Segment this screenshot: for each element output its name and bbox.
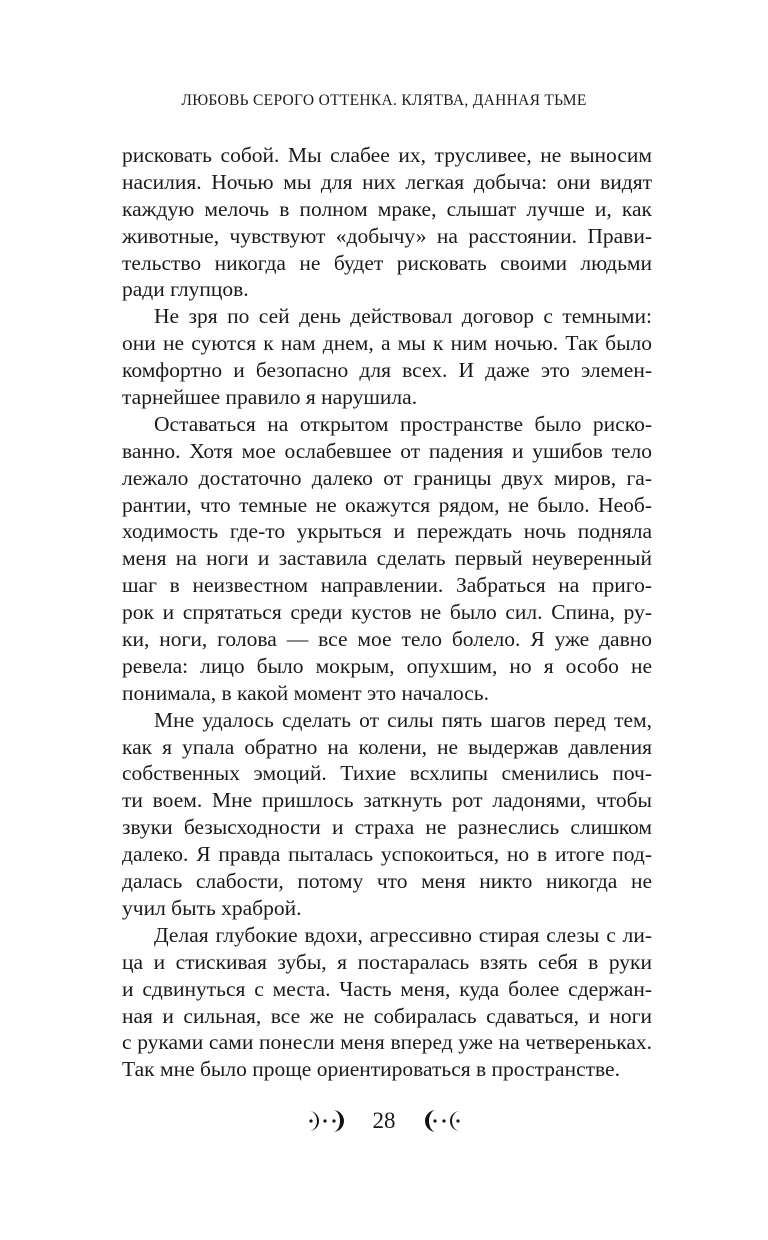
text-line: они не суются к нам днем, а мы к ним ночью. Так было — [122, 331, 652, 356]
text-line: каждую мелочь в полном мраке, слышат лучше и, как — [122, 196, 652, 221]
page-body-text — [122, 142, 652, 1083]
text-line: ради глупцов. — [122, 277, 249, 302]
text-line: Не зря по сей день действовал договор с темными: — [154, 304, 652, 329]
text-line: комфортно и безопасно для всех. И даже это элемен- — [122, 358, 652, 383]
text-line: и сдвинуться с места. Часть меня, куда более сдержан- — [122, 976, 652, 1001]
text-line: Оставаться на открытом пространстве было риско- — [154, 411, 652, 436]
text-line: ванно. Хотя мое ослабевшее от падения и ушибов тело — [122, 438, 652, 463]
text-line: ки, ноги, голова — все мое тело болело. Я уже давно — [122, 627, 652, 652]
text-line: рок и спрятаться среди кустов не было сил. Спина, ру- — [122, 600, 652, 625]
text-line: учил быть храброй. — [122, 895, 302, 920]
page-number: 28 — [372, 1108, 396, 1133]
text-line: животные, чувствуют «добычу» на расстоянии. Прави- — [122, 223, 652, 248]
text-line: Делая глубокие вдохи, агрессивно стирая слезы с ли- — [154, 922, 652, 947]
text-line: меня на ноги и заставила сделать первый неуверенный — [122, 546, 652, 571]
text-line: рантии, что темные не окажутся рядом, не было. Необ- — [122, 492, 652, 517]
text-line: ходимость где-то укрыться и переждать ночь подняла — [122, 519, 652, 544]
text-line: Так мне было проще ориентироваться в пространстве. — [122, 1057, 620, 1082]
text-line: насилия. Ночью мы для них легкая добыча: они видят — [122, 169, 652, 194]
running-header: ЛЮБОВЬ СЕРОГО ОТТЕНКА. КЛЯТВА, ДАННАЯ ТЬМЕ — [181, 92, 587, 109]
text-line: далеко. Я правда пыталась успокоиться, но в итоге под- — [122, 842, 652, 867]
text-line: собственных эмоций. Тихие всхлипы сменились поч- — [122, 761, 652, 786]
text-line: звуки безысходности и страха не разнеслись слишком — [122, 815, 652, 840]
text-line: с руками сами понесли меня вперед уже на четвереньках. — [122, 1030, 652, 1055]
text-line: как я упала обратно на колени, не выдержав давления — [122, 734, 652, 759]
text-line: тельство никогда не будет рисковать своими людьми — [122, 250, 652, 275]
page-footer — [0, 1108, 768, 1134]
text-line: ца и стискивая зубы, я постаралась взять себя в руки — [122, 949, 652, 974]
text-line: ревела: лицо было мокрым, опухшим, но я особо не — [122, 653, 652, 678]
text-line: лежало достаточно далеко от границы двух миров, га- — [122, 465, 652, 490]
text-line: тарнейшее правило я нарушила. — [122, 385, 418, 410]
text-line: понимала, в какой момент это началось. — [122, 680, 489, 705]
text-line: ная и сильная, все же не собиралась сдаваться, и ноги — [122, 1003, 652, 1028]
text-line: рисковать собой. Мы слабее их, трусливее, не выносим — [122, 143, 652, 167]
moon-ornament-left-icon — [305, 1108, 351, 1134]
text-line: ти воем. Мне пришлось заткнуть рот ладонями, чтобы — [122, 788, 652, 813]
moon-ornament-right-icon — [418, 1108, 464, 1134]
text-line: далась слабости, потому что меня никто никогда не — [122, 869, 652, 894]
text-line: Мне удалось сделать от силы пять шагов перед тем, — [154, 707, 652, 732]
text-line: шаг в неизвестном направлении. Забраться на приго- — [122, 573, 652, 598]
